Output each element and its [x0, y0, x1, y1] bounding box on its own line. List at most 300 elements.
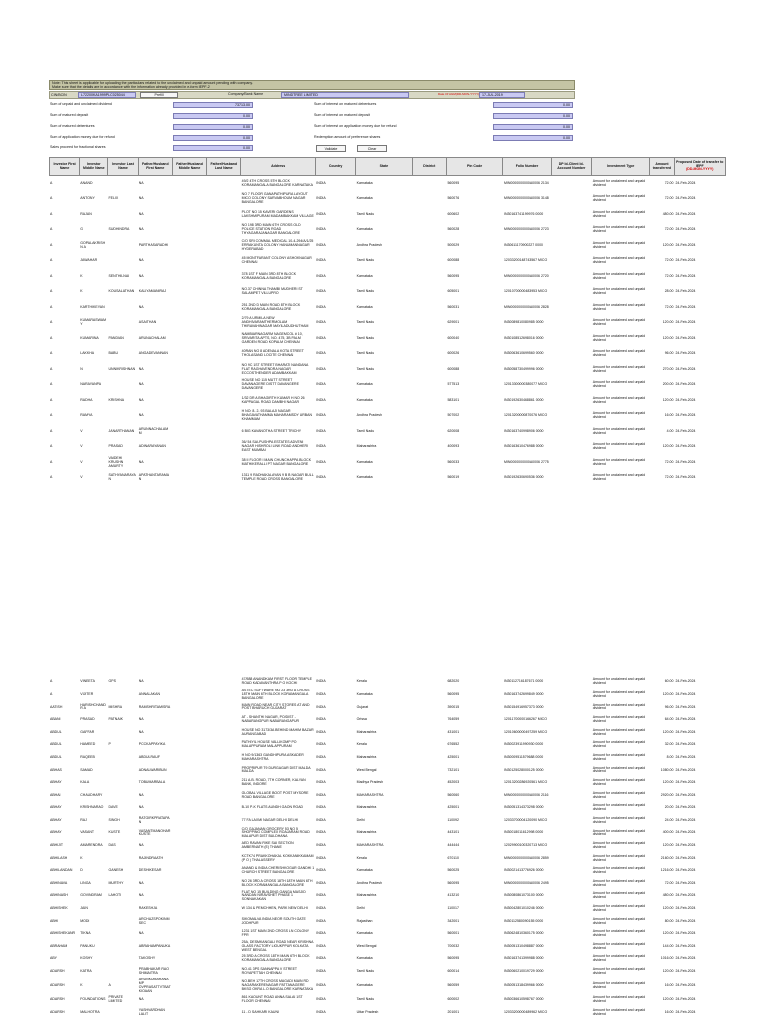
table-cell: 251 2ND D MAIN ROAD 8TH BLOCK KORAMANGALA BANGALORE — [241, 302, 301, 311]
table-row — [49, 852, 726, 865]
table-cell: 682020 — [447, 679, 460, 684]
table-cell: 49/2 4TH CROSS 5TH BLOCK KORAMANGALA BANGALORE KARNATAKA — [241, 178, 313, 187]
table-row — [49, 940, 726, 953]
table-cell — [172, 316, 206, 332]
table-cell: PRASAD — [108, 444, 123, 449]
table-cell — [551, 953, 591, 966]
table-cell: KUMARINA — [80, 335, 99, 340]
table-cell: INDIA — [316, 969, 326, 973]
header-cell: Address — [241, 158, 316, 176]
table-cell: INDIA — [316, 475, 326, 480]
table-cell: PCCKAPPAYIKA — [138, 742, 166, 747]
table-cell — [206, 726, 240, 739]
table-cell — [551, 393, 591, 409]
table-cell: MIN0000000000A0006 2134 — [503, 180, 549, 185]
table-row — [49, 471, 726, 487]
table-cell: 16.00 — [664, 983, 674, 988]
table-cell: Amount for unclaimed and unpaid dividend — [592, 740, 646, 749]
table-cell — [172, 827, 206, 840]
table-cell: INDIA — [316, 382, 326, 387]
table-cell — [551, 777, 591, 790]
table-cell: Amount for unclaimed and unpaid dividend — [592, 803, 646, 812]
table-cell: 605001 — [447, 289, 460, 294]
table-cell: K — [80, 273, 83, 278]
table-cell — [206, 269, 240, 285]
table-cell: IN30036610598767 0000 — [503, 997, 544, 1002]
table-cell: INDIA — [316, 830, 326, 835]
table-cell: 24-Feb-2024 — [675, 767, 696, 772]
table-cell — [551, 176, 591, 192]
table-cell: 120.00 — [662, 729, 674, 734]
table-cell: 560095 — [447, 180, 460, 185]
table-cell: 24-Feb-2024 — [675, 428, 696, 433]
table-cell — [108, 915, 138, 928]
table-cell — [206, 802, 240, 815]
table-row — [49, 865, 726, 878]
table-cell: 24-Feb-2024 — [675, 444, 696, 449]
table-cell: SINGH — [108, 817, 120, 822]
summary-right-value: 0.00 — [493, 113, 573, 119]
table-cell — [172, 903, 206, 916]
table-cell: IN30080861073100 0000 — [503, 893, 544, 898]
table-cell: ADARSH — [50, 1009, 65, 1014]
table-cell: 24-Feb-2024 — [675, 754, 696, 759]
table-row — [49, 966, 726, 979]
table-cell: Tamil Nadu — [356, 258, 375, 263]
table-cell — [412, 378, 446, 394]
table-cell — [551, 739, 591, 752]
table-cell: 431001 — [447, 729, 460, 734]
table-cell: Amount for unclaimed and unpaid dividend — [592, 302, 646, 311]
table-cell — [206, 254, 240, 270]
table-cell — [172, 978, 206, 994]
table-cell: West Bengal — [356, 943, 377, 948]
table-cell: GPS — [108, 679, 116, 684]
table-cell: 110017 — [447, 906, 459, 911]
table-cell: KOSHY — [80, 956, 93, 961]
table-cell: KRISHNA — [108, 397, 125, 402]
table-row — [49, 676, 726, 689]
table-cell: 120.00 — [662, 335, 674, 340]
table-cell: ABHAY — [50, 817, 62, 822]
table-cell: INDIA — [316, 817, 326, 822]
table-cell — [172, 440, 206, 456]
table-cell: 12013300000380077 MICO — [503, 382, 548, 387]
table-cell: APATHANTARAMA N — [138, 473, 169, 482]
table-cell — [206, 978, 240, 994]
table-cell: Amount for unclaimed and unpaid dividend — [592, 442, 646, 451]
agm-date-input[interactable]: 17-JUL-2019 — [479, 92, 525, 98]
table-row — [49, 840, 726, 853]
table-cell: KALIYAMANIRAJ — [138, 289, 167, 294]
table-cell: Karnataka — [356, 868, 373, 873]
table-cell: 2920.00 — [660, 792, 674, 797]
table-cell: 72.00 — [664, 475, 674, 480]
table-cell: Delhi — [356, 817, 365, 822]
table-cell — [206, 865, 240, 878]
table-cell: 24-Feb-2024 — [675, 459, 696, 464]
table-cell — [108, 953, 138, 966]
table-cell: Amount for unclaimed and unpaid dividend — [592, 411, 646, 420]
table-cell: Amount for unclaimed and unpaid dividend — [592, 702, 646, 711]
header-cell: Investor Middle Name — [80, 158, 108, 176]
table-row — [49, 726, 726, 739]
table-cell — [551, 1006, 591, 1019]
table-cell: AATISH — [50, 704, 63, 709]
table-cell: 120.00 — [662, 906, 674, 911]
cin-input[interactable]: L72200KA1999PLC025044 — [78, 92, 136, 98]
table-cell: NO 9C 1ST STREET BHARATI NANDANA FLAT RAGHAVENDRA NAGAR ECCOSTHENDER ADAMBAKKAM — [241, 362, 309, 375]
table-cell: 270.00 — [662, 366, 674, 371]
table-cell: W 134 & PEMCHHEN, PARK NEW DELHI — [241, 906, 308, 911]
table-cell: K — [80, 289, 83, 294]
table-row — [49, 764, 726, 777]
header-cell — [674, 158, 725, 176]
table-cell: HAMEED — [80, 742, 96, 747]
table-cell — [412, 789, 446, 802]
table-row — [49, 409, 726, 425]
table-cell: D — [80, 868, 83, 873]
table-cell — [108, 789, 138, 802]
header-cell: District — [412, 158, 446, 176]
table-cell — [206, 953, 240, 966]
table-cell: VINEETA — [80, 679, 95, 684]
table-cell: HOUSE NO 3173/3A BEHIND MAHIM BAZAR AURANGABAD — [241, 727, 314, 736]
header-cell: DP Id-Client Id-Account Number — [551, 158, 591, 176]
table-cell — [108, 238, 138, 254]
table-cell: 12013200000870076 MICO — [503, 413, 548, 418]
table-cell: NAMBIARNAGARM NAGEMCOL # 10, SRIVARITA APTS, NO. 475, 3B PALM GARDEN ROAD KOPALM CHENNAI — [241, 331, 303, 344]
summary-right-value: 0.00 — [493, 124, 573, 130]
table-cell: SENTHILNAI — [108, 273, 130, 278]
table-cell: V — [80, 444, 83, 449]
table-cell — [172, 777, 206, 790]
table-cell — [172, 953, 206, 966]
table-cell — [551, 815, 591, 828]
table-cell: INDIA — [316, 704, 326, 709]
table-row — [49, 928, 726, 941]
table-cell: 47/588 ANANDKAM FIRST FLOOR TEMPLE ROAD KADAVANTHRA P O KOCHI — [241, 677, 312, 686]
table-cell: 861 KAOUNT ROAD ANNA SALAI 1ST FLOOR CHENNAI — [241, 995, 303, 1004]
table-cell: PRIVATE LIMITED — [108, 995, 123, 1004]
table-cell — [412, 455, 446, 471]
table-cell: 600602 — [447, 211, 460, 216]
table-cell: ADARSH — [50, 997, 65, 1002]
table-cell — [172, 915, 206, 928]
agm-date-label: Date Of AGM(DD-MON-YYYY) — [438, 92, 480, 96]
table-cell: BABU — [108, 351, 119, 356]
table-cell: 24-Feb-2024 — [675, 475, 696, 480]
table-cell: 4.00 — [666, 428, 674, 433]
table-cell — [412, 890, 446, 903]
table-cell: H NO 9/1363 GANDHIPURA ASKADER MAHARASHTRA — [241, 752, 304, 761]
table-cell: Karnataka — [356, 931, 373, 936]
table-cell: 24-Feb-2024 — [675, 830, 696, 835]
table-cell: NO 198 3RD MAIN 6TH CROSS OLD POLICE STATION ROAD THYAGARAJANAGAR BANGALORE — [241, 223, 301, 236]
table-cell — [551, 300, 591, 316]
table-cell: ABDULRAUF — [138, 754, 160, 759]
table-cell — [206, 890, 240, 903]
table-cell: V — [80, 459, 83, 464]
header-cell: Investor First Name — [50, 158, 80, 176]
table-cell: 6 BIG KAVANOTHA STREET TRICHY — [241, 428, 302, 433]
table-cell: Amount for unclaimed and unpaid dividend — [592, 287, 646, 296]
table-cell: 24-Feb-2024 — [675, 397, 696, 402]
table-cell — [172, 966, 206, 979]
table-cell — [108, 409, 138, 425]
table-cell: INDIA — [316, 444, 326, 449]
company-name-input[interactable]: MINDTREE LIMITED — [281, 92, 409, 98]
table-cell: INDIA — [316, 855, 326, 860]
table-row — [49, 878, 726, 891]
table-cell: Amount for unclaimed and unpaid dividend — [592, 677, 646, 686]
table-cell: NA — [138, 459, 144, 464]
table-cell — [206, 940, 240, 953]
table-cell — [172, 852, 206, 865]
table-cell: PANUKU — [80, 943, 95, 948]
table-cell: UNNIKRISHNAN — [108, 366, 136, 371]
table-cell — [551, 238, 591, 254]
table-cell: 120.00 — [662, 320, 674, 325]
table-cell: INDIA — [316, 691, 326, 696]
table-cell — [412, 331, 446, 347]
table-cell: Maharashtra — [356, 830, 377, 835]
table-cell — [551, 440, 591, 456]
clear-button[interactable]: Clear — [357, 145, 387, 152]
table-cell: 1/32 DR A BHAGIRTH KUMAR H NO 26 KAPPAGAL ROAD DAMBHI NAGAR — [241, 395, 305, 404]
table-cell: 24-Feb-2024 — [675, 704, 696, 709]
table-cell: IN30112716187671 0000 — [503, 679, 544, 684]
summary-left-label: Sum of matured deposit — [50, 113, 89, 117]
table-cell — [412, 726, 446, 739]
table-cell: Amount for unclaimed and unpaid dividend — [592, 194, 646, 203]
table-cell: VIJITER — [80, 691, 94, 696]
table-cell: 24-Feb-2024 — [675, 969, 696, 973]
table-cell: MURTHY — [108, 880, 124, 885]
table-row — [49, 903, 726, 916]
table-cell: A — [50, 273, 53, 278]
table-row — [49, 424, 726, 440]
table-cell: 201001 — [447, 1009, 460, 1014]
table-cell: Karnataka — [356, 196, 373, 201]
header-cell: Investor Last Name — [108, 158, 138, 176]
table-cell: Amount for unclaimed and unpaid dividend — [592, 981, 646, 990]
table-cell: NA — [138, 931, 144, 936]
table-cell: Amount for unclaimed and unpaid dividend — [592, 426, 646, 435]
table-cell: IN30060210019729 0000 — [503, 969, 544, 973]
table-cell — [551, 689, 591, 702]
table-cell — [551, 455, 591, 471]
table-cell: 2160.00 — [660, 855, 674, 860]
table-cell — [108, 928, 138, 941]
table-cell — [551, 254, 591, 270]
table-cell: INDIA — [316, 196, 326, 201]
table-cell: Tamil Nadu — [356, 335, 375, 340]
table-cell: A — [50, 289, 53, 294]
table-cell — [172, 471, 206, 487]
table-cell — [551, 424, 591, 440]
table-cell: RAJ — [80, 817, 87, 822]
summary-left-value: 0.00 — [173, 135, 253, 141]
table-cell: 12013200286920561 MICO — [503, 780, 548, 785]
table-cell — [551, 701, 591, 714]
table-cell: 24-Feb-2024 — [675, 366, 696, 371]
table-cell: TIKNA — [80, 931, 91, 936]
table-cell: 12011700000166267 MICO — [503, 717, 547, 722]
table-cell: DAVE — [108, 805, 118, 810]
table-cell: INDIA — [316, 413, 326, 418]
table-cell: 11 - D SAHKARI KAUNI — [241, 1009, 279, 1014]
table-cell: SUDHINDRA — [108, 227, 130, 232]
table-cell — [172, 409, 206, 425]
table-cell: Amount for unclaimed and unpaid dividend — [592, 752, 646, 761]
table-row — [49, 994, 726, 1007]
table-cell — [551, 852, 591, 865]
header-cell: State — [356, 158, 412, 176]
table-cell: PATNAIK — [108, 717, 123, 722]
table-cell: Amount for unclaimed and unpaid dividend — [592, 866, 646, 875]
table-cell: SAMAD — [80, 767, 93, 772]
table-cell: ADNALWARIBUN — [138, 767, 167, 772]
table-cell: TOBUMARBALA — [138, 780, 166, 785]
table-row — [49, 739, 726, 752]
summary-right-label: Sum of interest on matured deposit — [314, 113, 370, 117]
table-cell: ADARSH — [50, 969, 65, 973]
table-cell: ARUNNACHALAM M — [138, 426, 169, 435]
table-cell: Amount for unclaimed and unpaid dividend — [592, 891, 646, 900]
table-cell: IN30163741399988 0000 — [503, 956, 544, 961]
table-cell: 24-Feb-2024 — [675, 931, 696, 936]
table-cell: 110092 — [447, 817, 459, 822]
table-cell: AED RAVAN RIKE SAI SECTION AMBERNATH (E) THANE — [241, 841, 294, 850]
table-cell: RAKESHJA — [138, 906, 158, 911]
table-cell — [551, 362, 591, 378]
table-cell: IN30163740998906 0000 — [503, 428, 544, 433]
table-cell — [551, 878, 591, 891]
table-cell: Maharashtra — [356, 729, 377, 734]
table-cell — [412, 192, 446, 208]
table-cell — [551, 471, 591, 487]
table-cell — [206, 701, 240, 714]
table-cell: Amount for unclaimed and unpaid dividend — [592, 380, 646, 389]
table-cell: INDIA — [316, 211, 326, 216]
table-cell: 600088 — [447, 366, 460, 371]
table-cell: 700032 — [447, 943, 460, 948]
company-name-label: Company/Bank Name — [228, 92, 264, 96]
table-cell — [172, 714, 206, 727]
table-cell: ANAND — [80, 180, 93, 185]
table-row — [49, 978, 726, 994]
table-cell: INDIA — [316, 1009, 326, 1014]
table-cell: KARTHIKEYAN — [80, 304, 105, 309]
table-cell: IN30112580090155 0000 — [503, 918, 544, 923]
table-cell — [551, 915, 591, 928]
table-cell — [108, 852, 138, 865]
table-cell: GOVINDRAM — [80, 893, 102, 898]
table-row — [49, 238, 726, 254]
table-cell: INDIA — [316, 805, 326, 810]
table-cell: 560001 — [447, 931, 460, 936]
table-cell: NA — [138, 382, 144, 387]
table-cell — [551, 865, 591, 878]
table-cell: Amount for unclaimed and unpaid dividend — [592, 395, 646, 404]
table-cell — [551, 285, 591, 301]
table-cell: IN30018011612998 0000 — [503, 830, 544, 835]
table-cell — [206, 676, 240, 689]
table-cell: 38 II FLOOR I MAIN CHUNCHAPPA BLOCK MATHIKERALLI PT NAGAR BANGALORE — [241, 457, 312, 466]
table-cell — [412, 238, 446, 254]
table-cell: 425001 — [447, 805, 460, 810]
table-cell: ABRAHAMPANUKA — [138, 943, 171, 948]
table-row — [49, 331, 726, 347]
table-cell: H NO: 8- 2- 93 BALAJI NAGAR BHAGAVATHAMMA MAHARAMSDY URBAN KHAMMAM — [241, 409, 313, 422]
table-cell: INDIA — [316, 397, 326, 402]
table-cell: MIN0000000000A0006 3148 — [503, 196, 549, 201]
table-cell: A — [50, 459, 53, 464]
table-cell: ABHIJIT — [50, 843, 64, 848]
table-cell: 1231 1ST MAIN 2ND CROSS LN COLONY FPR — [241, 929, 310, 938]
table-cell: Amount for unclaimed and unpaid dividend — [592, 256, 646, 265]
table-cell: Maharashtra — [356, 893, 377, 898]
table-cell: 72.00 — [664, 459, 674, 464]
table-cell: Amount for unclaimed and unpaid dividend — [592, 1007, 646, 1016]
table-cell: Karnataka — [356, 304, 373, 309]
summary-right-value: 0.00 — [493, 135, 573, 141]
table-cell: 600040 — [447, 335, 460, 340]
table-cell — [206, 207, 240, 223]
table-cell — [412, 739, 446, 752]
table-cell: ABHILANDAN — [50, 868, 73, 873]
table-cell: 72.00 — [664, 258, 674, 263]
table-cell — [108, 1006, 138, 1019]
table-cell: RAJAN — [80, 211, 92, 216]
table-cell — [206, 739, 240, 752]
prefill-button[interactable]: Prefill — [140, 92, 178, 98]
table-cell: ASAITHAN — [138, 320, 157, 325]
table-cell — [172, 802, 206, 815]
table-cell: Amount for unclaimed and unpaid dividend — [592, 778, 646, 787]
table-row — [49, 915, 726, 928]
table-cell: A — [108, 983, 111, 988]
validate-button[interactable]: Validate — [316, 145, 346, 152]
table-cell: NO.41 3PS SANNAPPA V STREET ROYAPETTAH CHENNAI — [241, 967, 297, 975]
table-cell: RAJINDRAATH — [138, 855, 164, 860]
table-cell: 378 1ST F MAIN 3RD 8TH BLOCK KORAMANGALA BANGALORE — [241, 271, 297, 280]
table-cell: Amount for unclaimed and unpaid dividend — [592, 715, 646, 724]
table-cell: Karnataka — [356, 227, 373, 232]
table-cell: Amount for unclaimed and unpaid dividend — [592, 364, 646, 373]
table-cell: INDIA — [316, 351, 326, 356]
table-cell: INDIA — [316, 843, 326, 848]
table-cell: Amount for unclaimed and unpaid dividend — [592, 841, 646, 850]
table-cell: Tamil Nadu — [356, 351, 375, 356]
table-cell: NO.37 CHINNA THAMBI MUDHERI ST SALAMPET VILLUPRO — [241, 287, 303, 296]
table-cell: INDIA — [316, 754, 326, 759]
table-cell: Amount for unclaimed and unpaid dividend — [592, 349, 646, 358]
table-cell — [172, 285, 206, 301]
table-cell — [206, 285, 240, 301]
table-cell: INDIA — [316, 868, 326, 873]
table-cell: IN30021413776926 0000 — [503, 868, 544, 873]
table-cell: 120.00 — [662, 969, 674, 973]
table-cell: A — [50, 691, 53, 696]
table-cell — [412, 176, 446, 192]
table-cell: Amount for unclaimed and unpaid dividend — [592, 828, 646, 837]
table-cell: Amount for unclaimed and unpaid dividend — [592, 727, 646, 736]
table-cell: RADHA — [80, 397, 93, 402]
table-row — [49, 752, 726, 765]
table-cell — [206, 1006, 240, 1019]
